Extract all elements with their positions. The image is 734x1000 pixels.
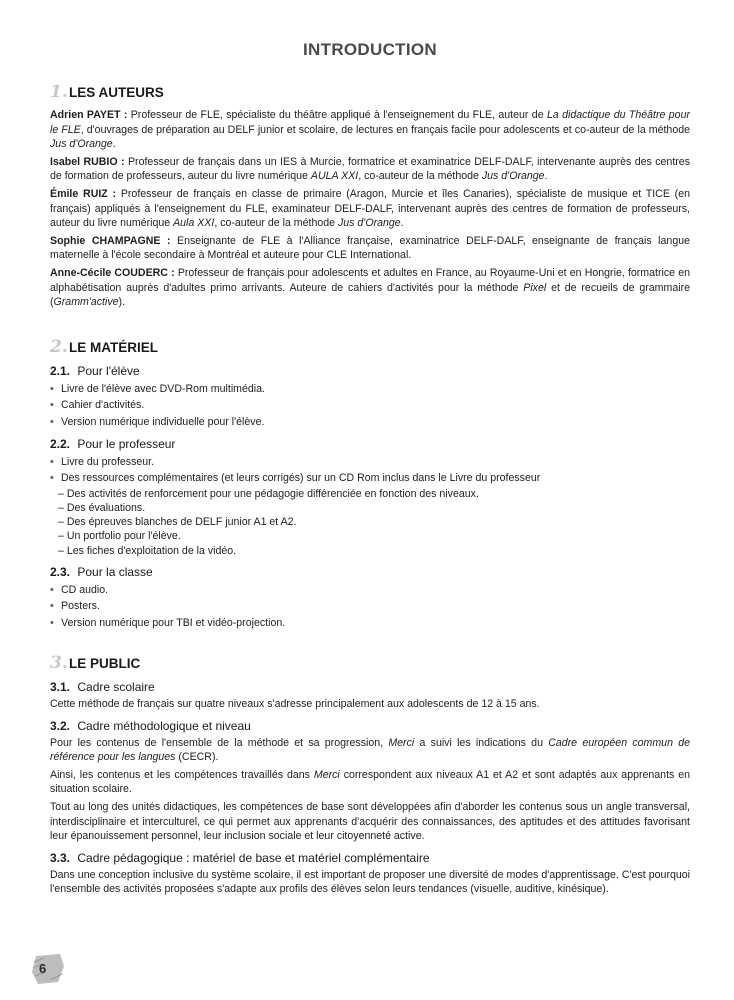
list-item: – Des évaluations.: [58, 501, 146, 514]
list-item: • Version numérique pour TBI et vidéo-projection.: [50, 615, 690, 631]
list-item: • Cahier d'activités.: [50, 397, 690, 413]
subsection-number: 3.2.: [50, 718, 71, 733]
list-item: • Posters.: [50, 598, 690, 614]
list-item: – Un portfolio pour l'élève.: [58, 530, 181, 543]
bullet-icon: •: [50, 382, 54, 395]
section-number: 2.: [50, 336, 68, 357]
list-item: • Version numérique individuelle pour l'élève.: [50, 414, 690, 430]
author-paragraph: Isabel RUBIO : Professeur de français dans un IES à Murcie, formatrice et examinatrice DELF-DALF, intervenante auprès des centres de formation de professeurs, auteur du livre numérique AULA XXI, co-auteur de la méthode Jus d'Orange.: [50, 155, 690, 183]
paragraph: Pour les contenus de l'ensemble de la méthode et sa progression, Merci a suivi les indications du Cadre européen commun de référence pour les langues (CECR).: [50, 736, 690, 764]
subsection-number: 2.2.: [50, 436, 71, 451]
subsection-heading: [50, 565, 690, 579]
section-number: 3.: [50, 652, 68, 673]
bullet-icon: •: [50, 472, 54, 485]
paragraph: Cette méthode de français sur quatre niveaux s'adresse principalement aux adolescents de 12 à 15 ans.: [50, 697, 540, 710]
subsection-number: 2.1.: [50, 363, 71, 378]
section-title: LE MATÉRIEL: [69, 339, 158, 355]
list-item: • Des ressources complémentaires (et leurs corrigés) sur un CD Rom inclus dans le Livre du professeur: [50, 470, 690, 486]
author-paragraph: Sophie CHAMPAGNE : Enseignante de FLE à l'Alliance française, examinatrice DELF-DALF, enseignante de français langue maternelle à l'école secondaire à Montréal et auteure pour CLE International.: [50, 234, 690, 262]
bullet-list: [50, 381, 690, 430]
subsection-heading: [50, 851, 690, 865]
bullet-icon: •: [50, 455, 54, 468]
bullet-icon: •: [50, 415, 54, 428]
subsection-number: 3.1.: [50, 679, 71, 694]
subsection-heading: [50, 680, 690, 694]
section-heading-public: [50, 653, 690, 673]
bullet-icon: •: [50, 399, 54, 412]
page-title: INTRODUCTION: [303, 40, 437, 59]
subsection-title: Pour la classe: [77, 564, 153, 579]
paragraph: Ainsi, les contenus et les compétences travaillés dans Merci correspondent aux niveaux A1 et A2 et sont adaptés aux apprenants en situation scolaire.: [50, 768, 691, 796]
subsection-title: Pour l'élève: [77, 363, 140, 378]
section-number: 1.: [50, 82, 68, 102]
author-paragraph: Adrien PAYET : Professeur de FLE, spécialiste du théâtre appliqué à l'enseignement du FLE, auteur de La didactique du Théâtre pour le FLE, d'ouvrages de préparation au DELF junior et scolaire, de lectures en français facile pour adolescents et co-auteur de la méthode Jus d'Orange.: [50, 109, 690, 151]
bullet-list: [50, 582, 690, 631]
subsection-number: 2.3.: [50, 564, 71, 579]
author-paragraph: Émile RUIZ : Professeur de français en classe de primaire (Aragon, Murcie et îles Canaries), spécialiste de musique et TICE (en français) appliqués à l'enseignement du FLE, examinateur DELF-DALF, intervenant auprès des centres de formation de professeurs, auteur du livre numérique Aula XXI, co-auteur de la méthode Jus d'Orange.: [50, 187, 690, 230]
authors-list: [50, 108, 690, 310]
bullet-icon: •: [50, 583, 54, 596]
section-heading-material: [50, 337, 690, 357]
page-number: [30, 952, 66, 986]
dash-list: [50, 487, 690, 558]
page-number-text: 6: [39, 961, 47, 976]
paragraph: Tout au long des unités didactiques, les compétences de base sont développées afin d'aborder les contenus sous un angle transversal, interdisciplinaire et interculturel, ce qui permet aux apprenants d'acquérir des connaissances, des aptitudes et des attitudes favorisant leur épanouissement personnel, leur inclusion sociale et leur citoyenneté active.: [50, 800, 690, 843]
list-item: – Les fiches d'exploitation de la vidéo.: [58, 544, 237, 557]
bullet-list: [50, 454, 690, 487]
subsection-heading: [50, 437, 690, 451]
author-paragraph: Anne-Cécile COUDERC : Professeur de français pour adolescents et adultes en France, au Royaume-Uni et en Hongrie, formatrice en alphabétisation auprès d'adultes primo arrivants. Auteure de cahiers d'activités pour la méthode Pixel et de recueils de grammaire (Gramm'active).: [50, 266, 690, 309]
page-number-splash-icon: [30, 952, 66, 986]
subsection-heading: [50, 719, 690, 733]
paragraph: Dans une conception inclusive du système scolaire, il est important de proposer une diversité de modes d'apprentissage. C'est pourquoi l'ensemble des activités proposées s'adapte aux profils des élèves selon leurs tendances (visuelle, auditive, kinésique).: [50, 868, 690, 896]
list-item: • Livre de l'élève avec DVD-Rom multimédia.: [50, 381, 690, 397]
list-item: – Des activités de renforcement pour une pédagogie différenciée en fonction des niveaux.: [58, 487, 479, 500]
subsection-title: Cadre pédagogique : matériel de base et matériel complémentaire: [77, 850, 430, 865]
section-heading-authors: [50, 82, 690, 102]
bullet-icon: •: [50, 616, 54, 629]
subsection-title: Pour le professeur: [77, 436, 176, 451]
subsection-heading: [50, 364, 690, 378]
list-item: • Livre du professeur.: [50, 454, 690, 470]
subsection-number: 3.3.: [50, 850, 71, 865]
list-item: – Des épreuves blanches de DELF junior A1 et A2.: [58, 516, 297, 529]
subsection-title: Cadre méthodologique et niveau: [77, 718, 251, 733]
bullet-icon: •: [50, 600, 54, 613]
list-item: • CD audio.: [50, 582, 690, 598]
section-title: LE PUBLIC: [69, 655, 141, 671]
page-content: [50, 40, 690, 900]
subsection-title: Cadre scolaire: [77, 679, 155, 694]
section-title: LES AUTEURS: [69, 85, 164, 100]
